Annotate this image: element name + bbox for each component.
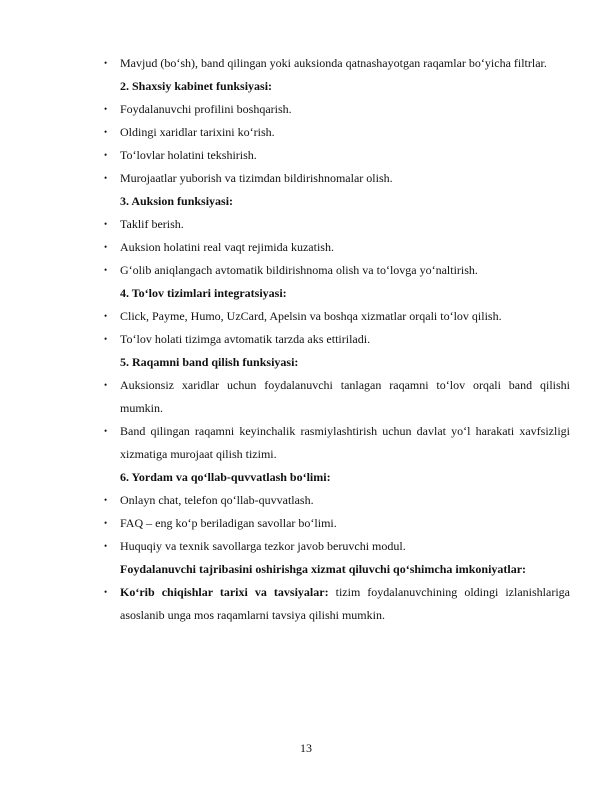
bullet-icon: • (104, 219, 108, 229)
bullet-item (102, 144, 570, 167)
bullet-icon: • (104, 541, 108, 551)
bullet-item-text: Auksion holatini real vaqt rejimida kuzatish. (120, 240, 334, 254)
bullet-item (102, 420, 570, 466)
bullet-item-text: Foydalanuvchi profilini boshqarish. (120, 102, 292, 116)
bullet-item (102, 581, 570, 627)
section-heading: 3. Auksion funksiyasi: (120, 194, 234, 208)
bullet-icon: • (104, 104, 108, 114)
page-number: 13 (300, 741, 312, 755)
bullet-item (102, 535, 570, 558)
bullet-item (102, 52, 570, 75)
bullet-item-text: tizim foydalanuvchining oldingi izlanishlariga asoslanib unga mos raqamlarni tavsiya qilishi mumkin. (120, 585, 570, 622)
bullet-item (102, 236, 570, 259)
bullet-item (102, 374, 570, 420)
bullet-icon: • (104, 380, 108, 390)
page-content (102, 52, 570, 627)
bullet-icon: • (104, 242, 108, 252)
bullet-item-text: Onlayn chat, telefon qo‘llab-quvvatlash. (120, 493, 314, 507)
bullet-item (102, 259, 570, 282)
bullet-icon: • (104, 495, 108, 505)
section-heading: 2. Shaxsiy kabinet funksiyasi: (120, 79, 273, 93)
bullet-item-text: Mavjud (bo‘sh), band qilingan yoki auksionda qatnashayotgan raqamlar bo‘yicha filtrlar. (120, 56, 547, 70)
bullet-item-text: Oldingi xaridlar tarixini ko‘rish. (120, 125, 275, 139)
bullet-item (102, 489, 570, 512)
bullet-item-text: To‘lovlar holatini tekshirish. (120, 148, 257, 162)
bullet-icon: • (104, 587, 108, 597)
bullet-icon: • (104, 311, 108, 321)
bullet-item (102, 328, 570, 351)
section-heading: 5. Raqamni band qilish funksiyasi: (120, 355, 299, 369)
bullet-icon: • (104, 265, 108, 275)
bullet-icon: • (104, 426, 108, 436)
bullet-icon: • (104, 334, 108, 344)
bullet-icon: • (104, 150, 108, 160)
bullet-item (102, 305, 570, 328)
bullet-item-text: FAQ – eng ko‘p beriladigan savollar bo‘limi. (120, 516, 337, 530)
bullet-item-text: Taklif berish. (120, 217, 184, 231)
bullet-item-text: Huquqiy va texnik savollarga tezkor javob beruvchi modul. (120, 539, 406, 553)
bold-paragraph: Foydalanuvchi tajribasini oshirishga xizmat qiluvchi qo‘shimcha imkoniyatlar: (120, 562, 527, 576)
bullet-item (102, 213, 570, 236)
bullet-icon: • (104, 127, 108, 137)
bullet-item (102, 98, 570, 121)
bullet-icon: • (104, 518, 108, 528)
bullet-item-text: Band qilingan raqamni keyinchalik rasmiylashtirish uchun davlat yo‘l harakati xavfsizligi xizmatiga murojaat qilish tizimi. (120, 424, 570, 461)
bullet-item-text: G‘olib aniqlangach avtomatik bildirishnoma olish va to‘lovga yo‘naltirish. (120, 263, 478, 277)
bullet-item-text: To‘lov holati tizimga avtomatik tarzda aks ettiriladi. (120, 332, 371, 346)
bullet-item-text: Click, Payme, Humo, UzCard, Apelsin va boshqa xizmatlar orqali to‘lov qilish. (120, 309, 502, 323)
bullet-item (102, 167, 570, 190)
bullet-item-text: Auksionsiz xaridlar uchun foydalanuvchi tanlagan raqamni to‘lov orqali band qilishi mumkin. (120, 378, 570, 415)
bullet-icon: • (104, 173, 108, 183)
bullet-item-bold-lead: Ko‘rib chiqishlar tarixi va tavsiyalar: (120, 585, 329, 599)
bullet-item (102, 121, 570, 144)
section-heading: 6. Yordam va qo‘llab-quvvatlash bo‘limi: (120, 470, 331, 484)
section-heading: 4. To‘lov tizimlari integratsiyasi: (120, 286, 287, 300)
bullet-icon: • (104, 58, 108, 68)
bullet-item-text: Murojaatlar yuborish va tizimdan bildirishnomalar olish. (120, 171, 393, 185)
bullet-item (102, 512, 570, 535)
